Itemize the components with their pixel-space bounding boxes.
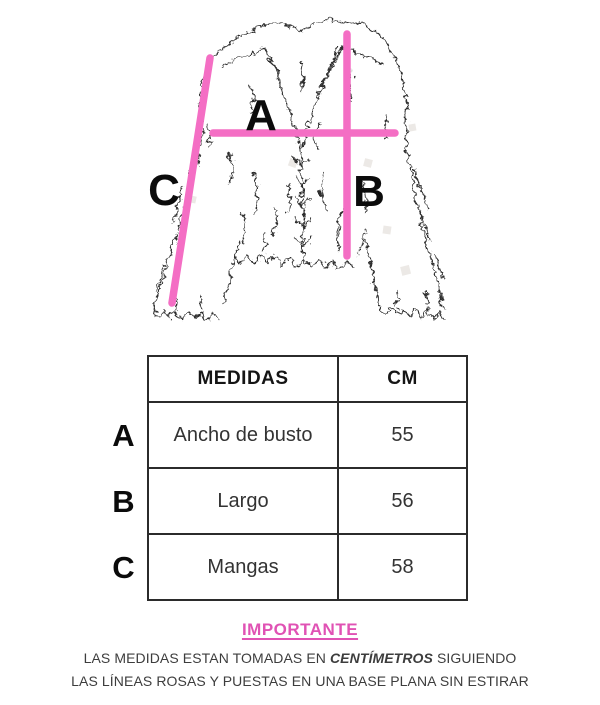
notes-section bbox=[0, 620, 600, 693]
letter-column-spacer bbox=[100, 355, 147, 403]
row-letter-b: B bbox=[112, 484, 135, 519]
diagram-label-b: B bbox=[353, 167, 385, 216]
cell-cm-c: 58 bbox=[338, 534, 467, 600]
table-header-row bbox=[148, 356, 467, 402]
jacket-diagram bbox=[0, 0, 600, 345]
cell-cm-b: 56 bbox=[338, 468, 467, 534]
notes-line-1 bbox=[0, 647, 600, 670]
row-letter-column bbox=[100, 355, 147, 601]
diagram-label-c: C bbox=[148, 166, 180, 215]
cell-medida-c: Mangas bbox=[148, 534, 338, 600]
notes-line1-suffix: SIGUIENDO bbox=[432, 650, 517, 666]
header-cm: CM bbox=[338, 356, 467, 402]
table-row bbox=[148, 402, 467, 468]
notes-line1-bold: CENTÍMETROS bbox=[329, 650, 433, 666]
jacket-illustration bbox=[0, 0, 600, 345]
cell-cm-a: 55 bbox=[338, 402, 467, 468]
row-letter-c: C bbox=[112, 550, 135, 585]
table-row bbox=[148, 534, 467, 600]
measurements-section bbox=[100, 355, 468, 601]
notes-line-2: LAS LÍNEAS ROSAS Y PUESTAS EN UNA BASE PLANA SIN ESTIRAR bbox=[71, 673, 529, 689]
notes-line1-prefix: LAS MEDIDAS ESTAN TOMADAS EN bbox=[83, 650, 330, 666]
cell-medida-a: Ancho de busto bbox=[148, 402, 338, 468]
measurements-table bbox=[147, 355, 468, 601]
diagram-label-a: A bbox=[245, 91, 277, 140]
row-letter-a: A bbox=[112, 418, 135, 453]
notes-text bbox=[0, 647, 600, 693]
importante-title: IMPORTANTE bbox=[241, 620, 359, 639]
header-medidas: MEDIDAS bbox=[148, 356, 338, 402]
cell-medida-b: Largo bbox=[148, 468, 338, 534]
table-row bbox=[148, 468, 467, 534]
